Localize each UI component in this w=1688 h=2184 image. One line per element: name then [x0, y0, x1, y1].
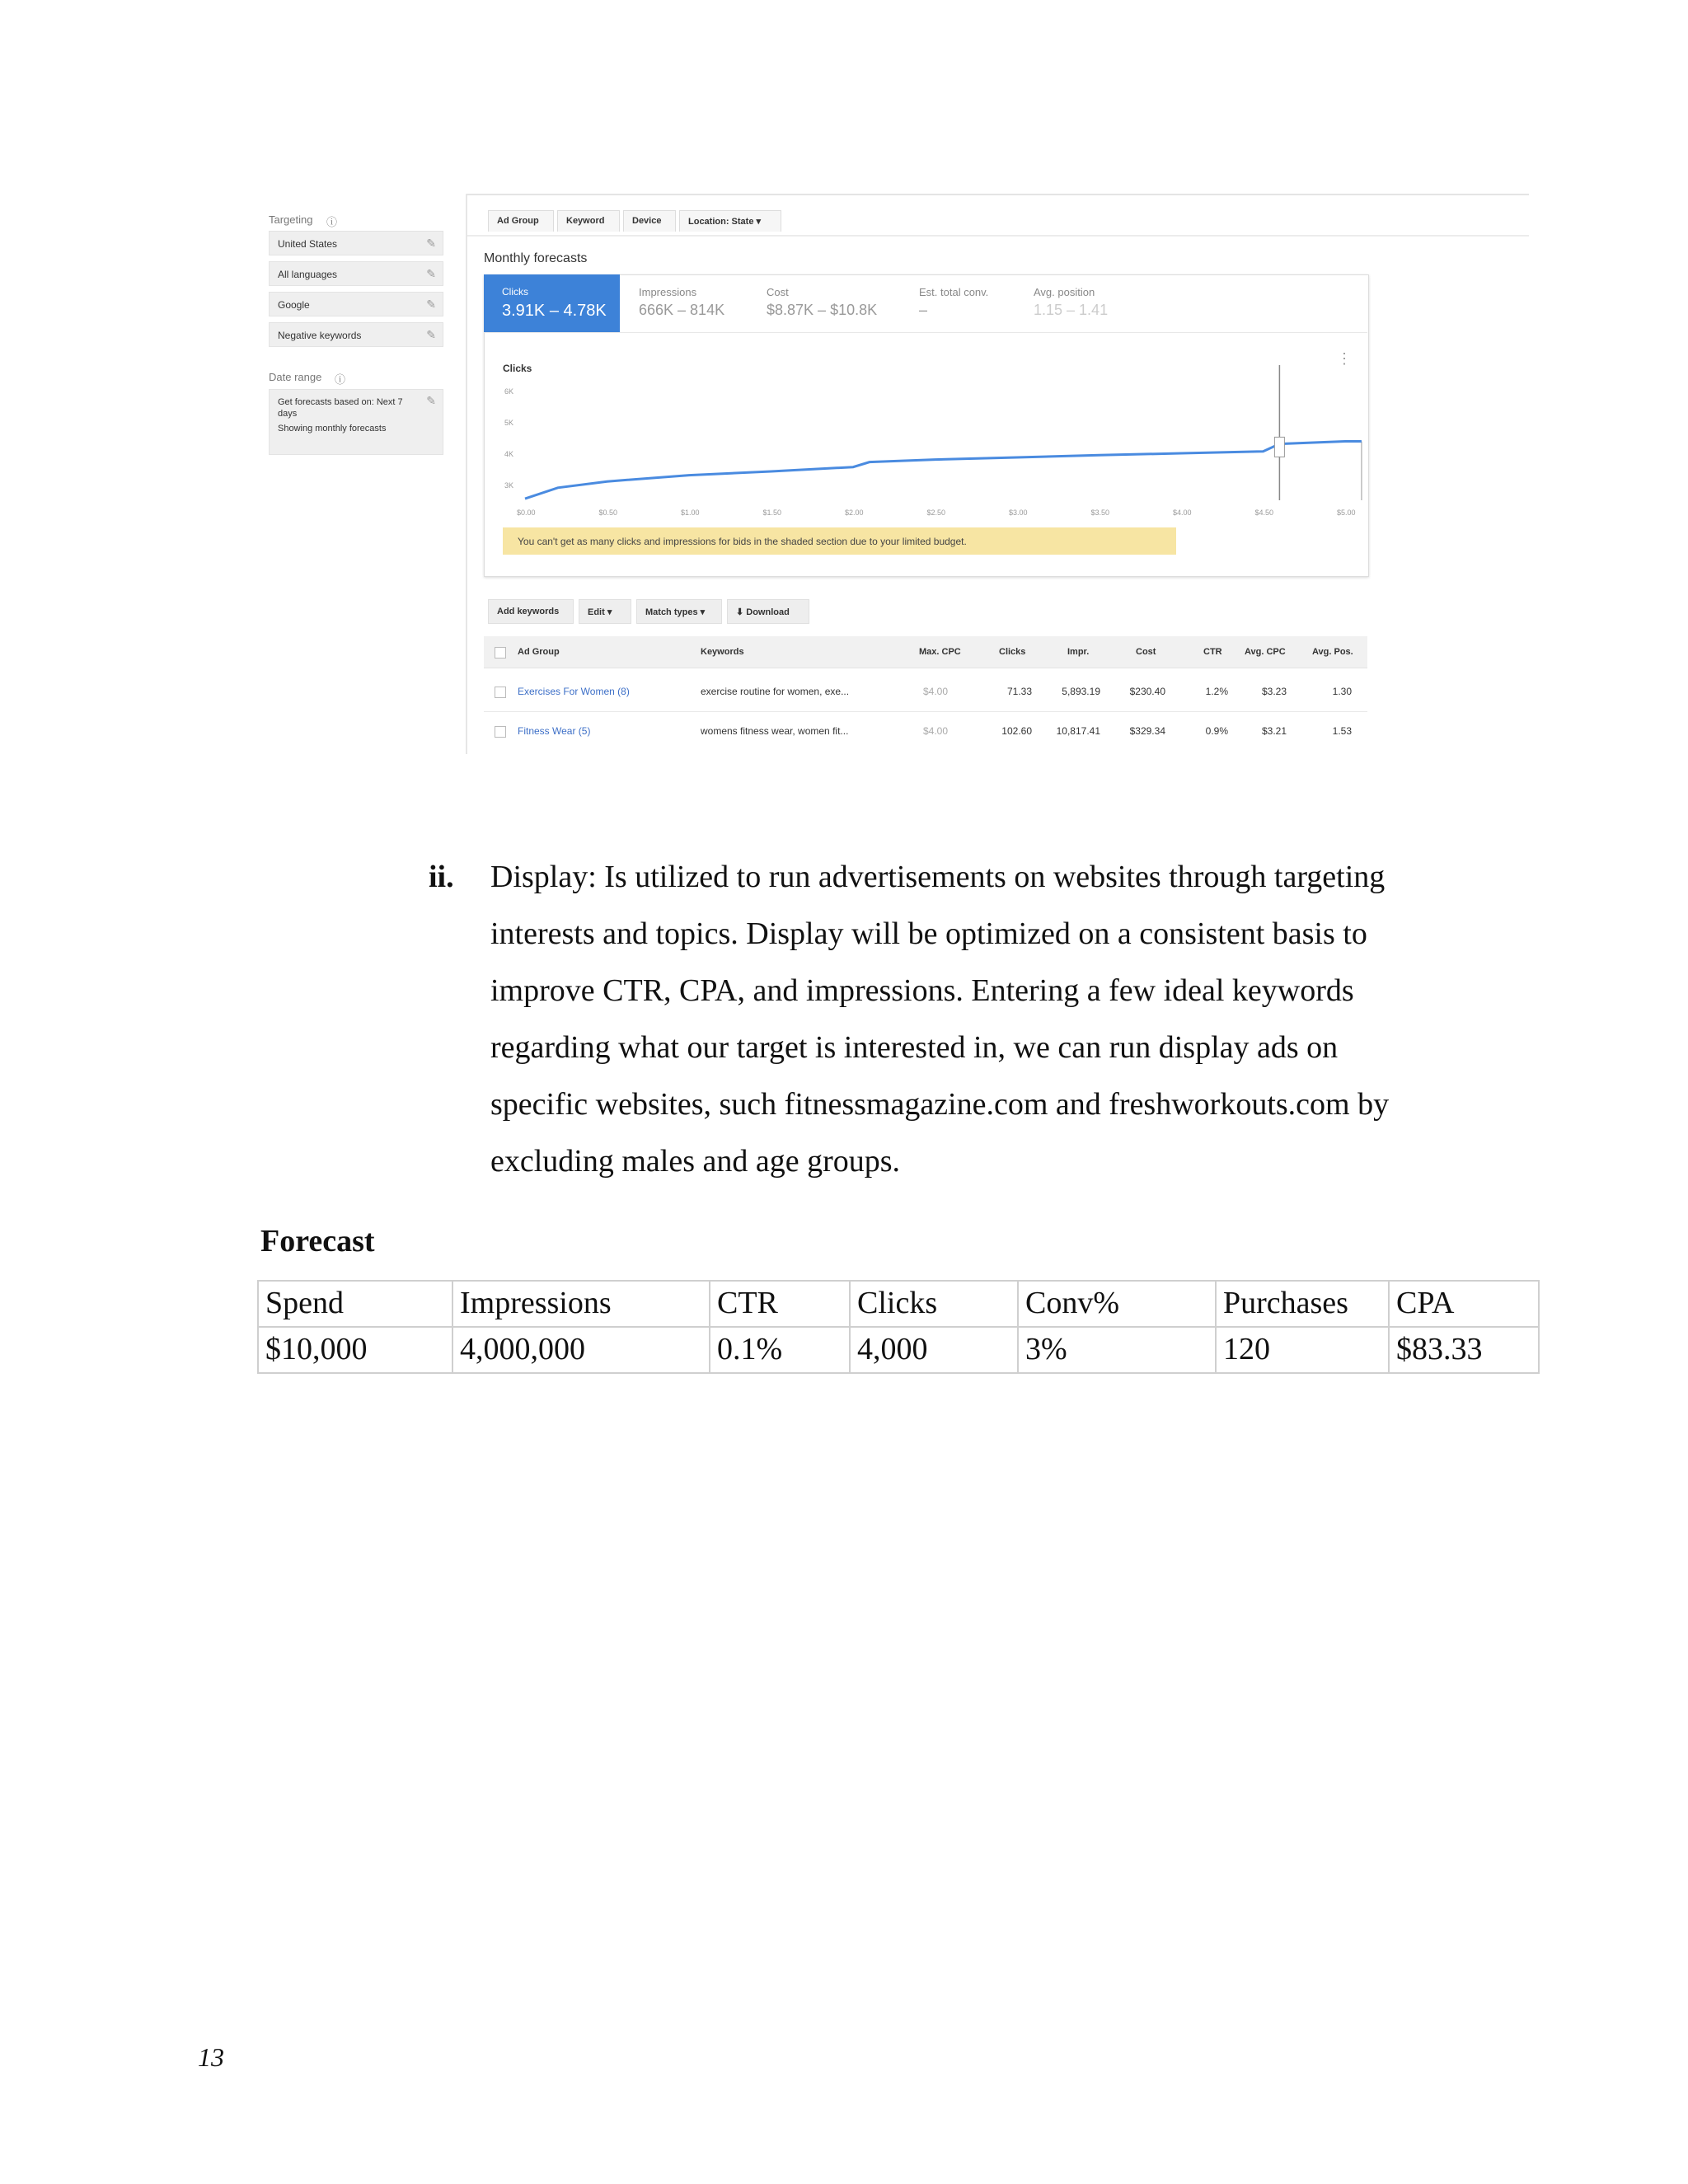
header-impressions: Impressions — [452, 1281, 710, 1327]
edit-dropdown-button[interactable]: Edit ▾ — [579, 599, 631, 624]
ad-group-link[interactable]: Exercises For Women (8) — [518, 686, 630, 697]
metric-cost[interactable] — [767, 286, 877, 319]
date-range-subtext: Showing monthly forecasts — [278, 424, 387, 434]
x-tick-label: $4.50 — [1254, 509, 1274, 517]
clicks-cell: 71.33 — [1006, 686, 1032, 697]
x-tick-label: $1.50 — [762, 509, 782, 517]
page-number: 13 — [198, 2042, 224, 2072]
help-icon: ⓘ — [326, 216, 338, 228]
date-range-label: Date range — [269, 371, 322, 383]
impressions-cell: 5,893.19 — [1062, 686, 1100, 697]
help-icon: ⓘ — [335, 373, 346, 386]
pencil-icon[interactable]: ✎ — [426, 237, 436, 250]
value-impressions: 4,000,000 — [452, 1327, 710, 1373]
pencil-icon[interactable]: ✎ — [426, 298, 436, 311]
column-header-max-cpc[interactable]: Max. CPC — [919, 647, 961, 657]
date-range-box[interactable] — [269, 389, 443, 455]
divider — [466, 194, 1529, 195]
x-tick-label: $0.50 — [598, 509, 618, 517]
value-ctr: 0.1% — [710, 1327, 850, 1373]
tab-keyword[interactable]: Keyword — [557, 210, 620, 232]
more-options-icon[interactable]: ⋮ — [1337, 350, 1352, 367]
y-tick-label: 6K — [504, 387, 514, 396]
x-tick-label: $4.00 — [1173, 509, 1192, 517]
header-spend: Spend — [258, 1281, 452, 1327]
metric-value: 3.91K – 4.78K — [502, 302, 607, 320]
divider — [466, 235, 1529, 237]
metric-label: Impressions — [639, 286, 697, 298]
pencil-icon[interactable]: ✎ — [426, 267, 436, 280]
avg-cpc-cell: $3.21 — [1261, 725, 1287, 737]
targeting-item-network[interactable] — [269, 292, 443, 316]
column-header-ad-group[interactable]: Ad Group — [518, 647, 560, 657]
metric-value: $8.87K – $10.8K — [767, 302, 878, 318]
metric-conversions[interactable] — [919, 286, 988, 319]
monthly-forecasts-title: Monthly forecasts — [484, 251, 588, 265]
metric-clicks[interactable] — [484, 274, 620, 332]
paragraph-line: interests and topics. Display will be optimized on a consistent basis to — [490, 916, 1367, 951]
pencil-icon[interactable]: ✎ — [426, 394, 436, 407]
clicks-series-line — [525, 442, 1362, 499]
paragraph-line: regarding what our target is interested in, we can run display ads on — [490, 1030, 1339, 1065]
targeting-item-label: Negative keywords — [278, 330, 362, 341]
column-header-avg-cpc[interactable]: Avg. CPC — [1245, 647, 1286, 657]
value-spend: $10,000 — [258, 1327, 452, 1373]
targeting-label: Targeting — [269, 213, 313, 226]
targeting-item-label: United States — [278, 238, 338, 250]
forecast-table — [257, 1280, 1540, 1374]
ad-group-link[interactable]: Fitness Wear (5) — [518, 725, 591, 737]
cost-cell: $329.34 — [1129, 725, 1165, 737]
add-keywords-button[interactable]: Add keywords — [488, 599, 574, 624]
x-tick-label: $3.00 — [1009, 509, 1028, 517]
download-button[interactable]: ⬇ Download — [727, 599, 809, 624]
divider — [466, 194, 467, 754]
column-header-keywords[interactable]: Keywords — [701, 647, 744, 657]
paragraph-line: excluding males and age groups. — [490, 1144, 901, 1179]
targeting-item-label: Google — [278, 299, 310, 311]
chart-title: Clicks — [503, 363, 532, 374]
paragraph-line: improve CTR, CPA, and impressions. Entering a few ideal keywords — [490, 973, 1354, 1008]
x-tick-label: $2.00 — [845, 509, 864, 517]
x-tick-label: $1.00 — [681, 509, 700, 517]
keyword-planner-screenshot — [256, 194, 1529, 754]
targeting-item-language[interactable] — [269, 261, 443, 286]
ctr-cell: 1.2% — [1205, 686, 1228, 697]
keywords-cell: exercise routine for women, exe... — [701, 686, 850, 697]
header-ctr: CTR — [710, 1281, 850, 1327]
column-header-cost[interactable]: Cost — [1136, 647, 1156, 657]
metric-impressions[interactable] — [639, 286, 724, 319]
value-purchases: 120 — [1216, 1327, 1389, 1373]
x-tick-label: $2.50 — [926, 509, 946, 517]
tab-location[interactable]: Location: State ▾ — [679, 210, 781, 232]
x-tick-label: $3.50 — [1090, 509, 1110, 517]
pencil-icon[interactable]: ✎ — [426, 328, 436, 341]
metric-value: 666K – 814K — [639, 302, 725, 318]
budget-notice: You can't get as many clicks and impressions for bids in the shaded section due to your limited budget. — [503, 527, 1176, 555]
column-header-clicks[interactable]: Clicks — [999, 647, 1026, 657]
clicks-cell: 102.60 — [1001, 725, 1032, 737]
max-cpc-cell[interactable]: $4.00 — [923, 686, 949, 697]
targeting-item-location[interactable] — [269, 231, 443, 255]
metric-label: Clicks — [502, 286, 528, 298]
column-header-ctr[interactable]: CTR — [1203, 647, 1222, 657]
value-conv: 3% — [1018, 1327, 1216, 1373]
match-types-dropdown-button[interactable]: Match types ▾ — [636, 599, 722, 624]
table-row — [258, 1327, 1539, 1373]
avg-pos-cell: 1.53 — [1332, 725, 1352, 737]
y-tick-label: 3K — [504, 481, 514, 490]
metric-label: Cost — [767, 286, 789, 298]
keywords-cell: womens fitness wear, women fit... — [701, 725, 849, 737]
display-paragraph — [490, 849, 1455, 1190]
header-cpa: CPA — [1389, 1281, 1539, 1327]
metric-avg-position[interactable] — [1034, 286, 1108, 319]
y-tick-label: 4K — [504, 450, 514, 458]
impressions-cell: 10,817.41 — [1056, 725, 1100, 737]
header-clicks: Clicks — [850, 1281, 1018, 1327]
bid-slider-handle[interactable] — [1274, 437, 1284, 457]
value-clicks: 4,000 — [850, 1327, 1018, 1373]
metric-value: – — [919, 302, 928, 318]
list-numeral: ii. — [429, 860, 454, 894]
forecast-heading: Forecast — [260, 1224, 375, 1258]
metric-value: 1.15 – 1.41 — [1034, 302, 1109, 318]
metric-label: Est. total conv. — [919, 286, 989, 298]
clicks-chart — [484, 359, 1367, 523]
row-checkbox[interactable] — [495, 687, 506, 698]
divider — [484, 332, 1367, 333]
y-tick-label: 5K — [504, 419, 514, 427]
max-cpc-cell[interactable]: $4.00 — [923, 725, 949, 737]
date-range-text: Get forecasts based on: Next 7 days — [278, 397, 403, 419]
x-tick-label: $0.00 — [517, 509, 536, 517]
avg-cpc-cell: $3.23 — [1261, 686, 1287, 697]
ctr-cell: 0.9% — [1205, 725, 1228, 737]
cost-cell: $230.40 — [1129, 686, 1165, 697]
tab-ad-group[interactable]: Ad Group — [488, 210, 554, 232]
header-purchases: Purchases — [1216, 1281, 1389, 1327]
row-checkbox[interactable] — [495, 726, 506, 738]
divider — [484, 711, 1367, 712]
column-header-impressions[interactable]: Impr. — [1067, 647, 1090, 657]
tab-device[interactable]: Device — [623, 210, 676, 232]
table-header-row — [258, 1281, 1539, 1327]
metric-label: Avg. position — [1034, 286, 1095, 298]
paragraph-line: specific websites, such fitnessmagazine.com and freshworkouts.com by — [490, 1087, 1390, 1122]
avg-pos-cell: 1.30 — [1332, 686, 1352, 697]
select-all-checkbox[interactable] — [495, 647, 506, 658]
column-header-avg-pos[interactable]: Avg. Pos. — [1312, 647, 1353, 657]
paragraph-line: Display: Is utilized to run advertisements on websites through targeting — [490, 860, 1386, 894]
targeting-item-negative-keywords[interactable] — [269, 322, 443, 347]
x-tick-label: $5.00 — [1337, 509, 1356, 517]
targeting-item-label: All languages — [278, 269, 338, 280]
header-conv: Conv% — [1018, 1281, 1216, 1327]
value-cpa: $83.33 — [1389, 1327, 1539, 1373]
